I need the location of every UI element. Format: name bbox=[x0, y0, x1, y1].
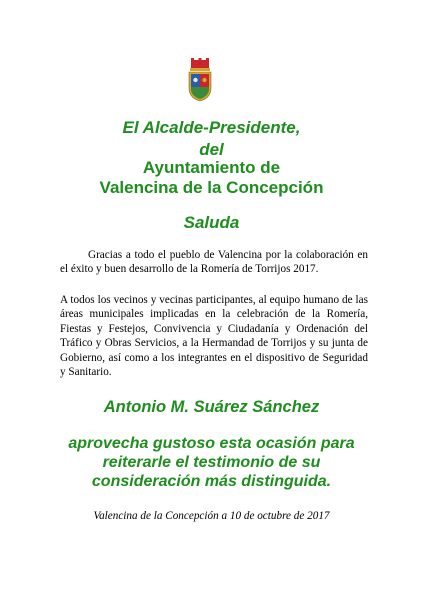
date-line: Valencina de la Concepción a 10 de octubre de 2017 bbox=[93, 510, 330, 522]
title-line-3: Ayuntamiento de bbox=[142, 158, 281, 177]
coat-of-arms-icon bbox=[186, 58, 214, 102]
title-line-2: del bbox=[199, 140, 224, 159]
signer-name: Antonio M. Suárez Sánchez bbox=[103, 398, 320, 416]
closing-block bbox=[0, 434, 423, 491]
title-line-4: Valencina de la Concepción bbox=[99, 178, 324, 197]
body-paragraph-1: Gracias a todo el pueblo de Valencina por la colaboración en el éxito y buen desarrollo de la Romería de Torrijos 2017. bbox=[60, 249, 368, 276]
closing-line-1: aprovecha gustoso esta ocasión para bbox=[68, 435, 355, 452]
closing-line-3: consideración más distinguida. bbox=[91, 473, 332, 490]
body-paragraph-2: A todos los vecinos y vecinas participantes, al equipo humano de las áreas municipales implicadas en la celebración de la Romería, Fiestas y Festejos, Convivencia y Ciudadanía y Ordenación del Tráfico y Obras Servicios, a la Hermandad de Torrijos y su junta de Gobierno, así como a los integrantes en el dispositivo de Seguridad y Sanitario. bbox=[60, 294, 368, 379]
greeting-heading: Saluda bbox=[183, 213, 240, 232]
title-line-1: El Alcalde-Presidente, bbox=[122, 118, 301, 137]
closing-line-2: reiterarle el testimonio de su bbox=[102, 454, 321, 471]
